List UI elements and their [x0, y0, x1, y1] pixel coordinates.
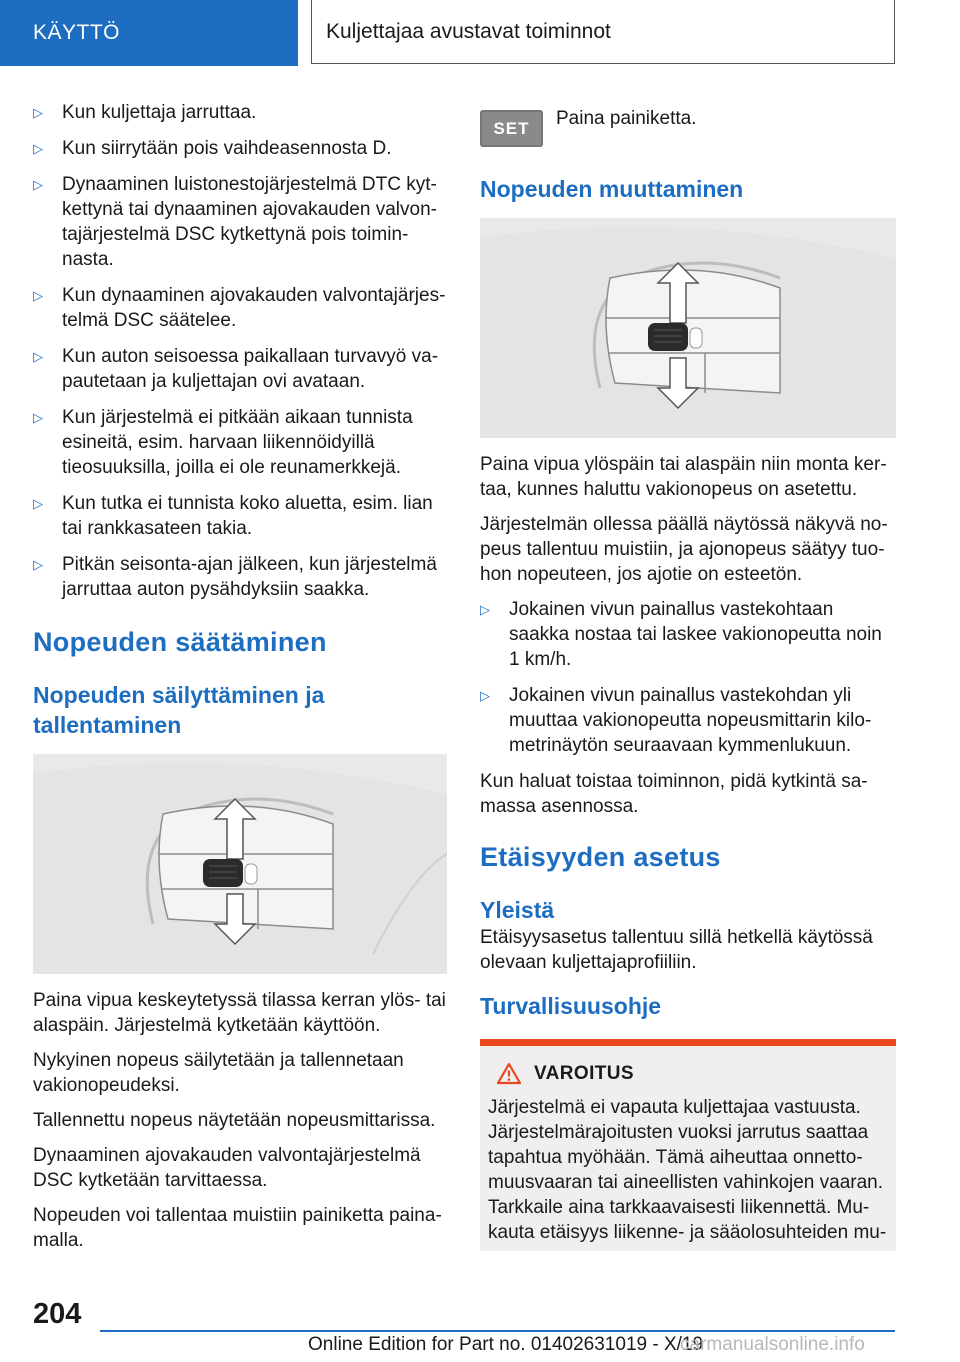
subheading-change-speed: Nopeuden muuttaminen	[480, 176, 744, 202]
list-item: ▷ Dynaaminen luistonestojärjestelmä DTC kytkettynä tai dynaaminen ajovakauden valvontajärjestelmä DSC kytkettynä pois toiminnasta.	[33, 174, 437, 270]
triangle-bullet-icon: ▷	[33, 411, 43, 426]
subheading-general: Yleistä	[480, 897, 555, 923]
condition-list	[33, 100, 447, 602]
list-item: ▷ Kun dynaaminen ajovakauden valvontajärjestelmä DSC säätelee.	[33, 285, 446, 331]
steering-lever-illustration	[33, 754, 447, 974]
paragraph: Nopeuden voi tallentaa muistiin painiketta painamalla.	[33, 1205, 442, 1251]
triangle-bullet-icon: ▷	[33, 142, 43, 157]
set-button-row	[480, 100, 896, 150]
list-item: ▷ Pitkän seisonta-ajan jälkeen, kun järjestelmä jarruttaa auton pysähdyksiin saakka.	[33, 554, 437, 600]
paragraph: Paina vipua keskeytetyssä tilassa kerran ylös- tai alaspäin. Järjestelmä kytketään käyttöön.	[33, 990, 446, 1036]
page-number: 204	[33, 1298, 82, 1330]
list-item: ▷ Kun kuljettaja jarruttaa.	[33, 100, 447, 125]
list-item: ▷ Kun siirrytään pois vaihdeasennosta D.	[33, 136, 447, 161]
cruise-lever-icon	[33, 754, 447, 974]
warning-header	[488, 1062, 888, 1085]
paragraph: Nykyinen nopeus säilytetään ja tallennetaan vakionopeudeksi.	[33, 1050, 404, 1096]
watermark: carmanualsonline.info	[680, 1334, 865, 1355]
paragraph: Etäisyysasetus tallentuu sillä hetkellä käytössä olevaan kuljettajaprofiiliin.	[480, 927, 873, 973]
triangle-bullet-icon: ▷	[33, 106, 43, 121]
paragraph: Kun haluat toistaa toiminnon, pidä kytkintä samassa asennossa.	[480, 771, 868, 817]
list-item: ▷ Jokainen vivun painallus vastekohdan yli muuttaa vakionopeutta nopeusmittarin kilometrinäytön seuraavaan kymmenlukuun.	[480, 685, 872, 756]
warning-text: Järjestelmä ei vapauta kuljettajaa vastuusta. Järjestelmärajoitusten vuoksi jarrutus saattaa tapahtua myöhään. Tämä aiheuttaa onnettomuusvaaran tai aineellisten vahinkojen vaaran. Tarkkaile aina tarkkaavaisesti liikennettä. Mukauta etäisyys liikenne- ja sääolosuhteiden mu-	[488, 1097, 887, 1243]
list-item: ▷ Kun tutka ei tunnista koko aluetta, esim. lian tai rankkasateen takia.	[33, 493, 433, 539]
set-button-icon: SET	[480, 110, 543, 147]
edition-note: Online Edition for Part no. 01402631019 - X/19	[308, 1334, 704, 1355]
list-item: ▷ Kun järjestelmä ei pitkään aikaan tunnista esineitä, esim. harvaan liikennöidyillä tieosuuksilla, joilla ei ole reunamerkkejä.	[33, 407, 413, 478]
warning-title: VAROITUS	[534, 1062, 634, 1084]
warning-triangle-icon	[496, 1062, 522, 1085]
section-tab: KÄYTTÖ	[0, 0, 298, 66]
chapter-title: Kuljettajaa avustavat toiminnot	[311, 0, 895, 64]
section-heading-distance: Etäisyyden asetus	[480, 842, 721, 872]
triangle-bullet-icon: ▷	[480, 603, 490, 618]
triangle-bullet-icon: ▷	[33, 497, 43, 512]
section-heading-speed: Nopeuden säätäminen	[33, 627, 327, 657]
increment-list	[480, 597, 896, 758]
paragraph: Paina vipua ylöspäin tai alaspäin niin monta kertaa, kunnes haluttu vakionopeus on asetettu.	[480, 454, 887, 500]
warning-box	[480, 1039, 896, 1251]
paragraph: Tallennettu nopeus näytetään nopeusmittarissa.	[33, 1110, 436, 1131]
subheading-safety: Turvallisuusohje	[480, 993, 662, 1019]
list-item: ▷ Jokainen vivun painallus vastekohtaan saakka nostaa tai laskee vakionopeutta noin 1 km/h.	[480, 599, 882, 670]
triangle-bullet-icon: ▷	[480, 689, 490, 704]
right-column	[480, 100, 896, 1251]
footer-divider	[100, 1330, 895, 1332]
left-column	[33, 100, 447, 1263]
paragraph: Järjestelmän ollessa päällä näytössä näkyvä nopeus tallentuu muistiin, ja ajonopeus säätyy tuohon nopeuteen, jos ajotie on esteetön.	[480, 514, 888, 585]
page-header	[0, 0, 960, 66]
triangle-bullet-icon: ▷	[33, 558, 43, 573]
paragraph: Dynaaminen ajovakauden valvontajärjestelmä DSC kytketään tarvittaessa.	[33, 1145, 421, 1191]
list-item: ▷ Kun auton seisoessa paikallaan turvavyö vapautetaan ja kuljettajan ovi avataan.	[33, 346, 439, 392]
set-instruction: Paina painiketta.	[556, 108, 697, 129]
steering-lever-illustration	[480, 218, 896, 438]
triangle-bullet-icon: ▷	[33, 350, 43, 365]
subheading-store-speed: Nopeuden säilyttäminen ja tallentaminen	[33, 682, 325, 738]
triangle-bullet-icon: ▷	[33, 289, 43, 304]
triangle-bullet-icon: ▷	[33, 178, 43, 193]
cruise-lever-icon	[480, 218, 896, 438]
